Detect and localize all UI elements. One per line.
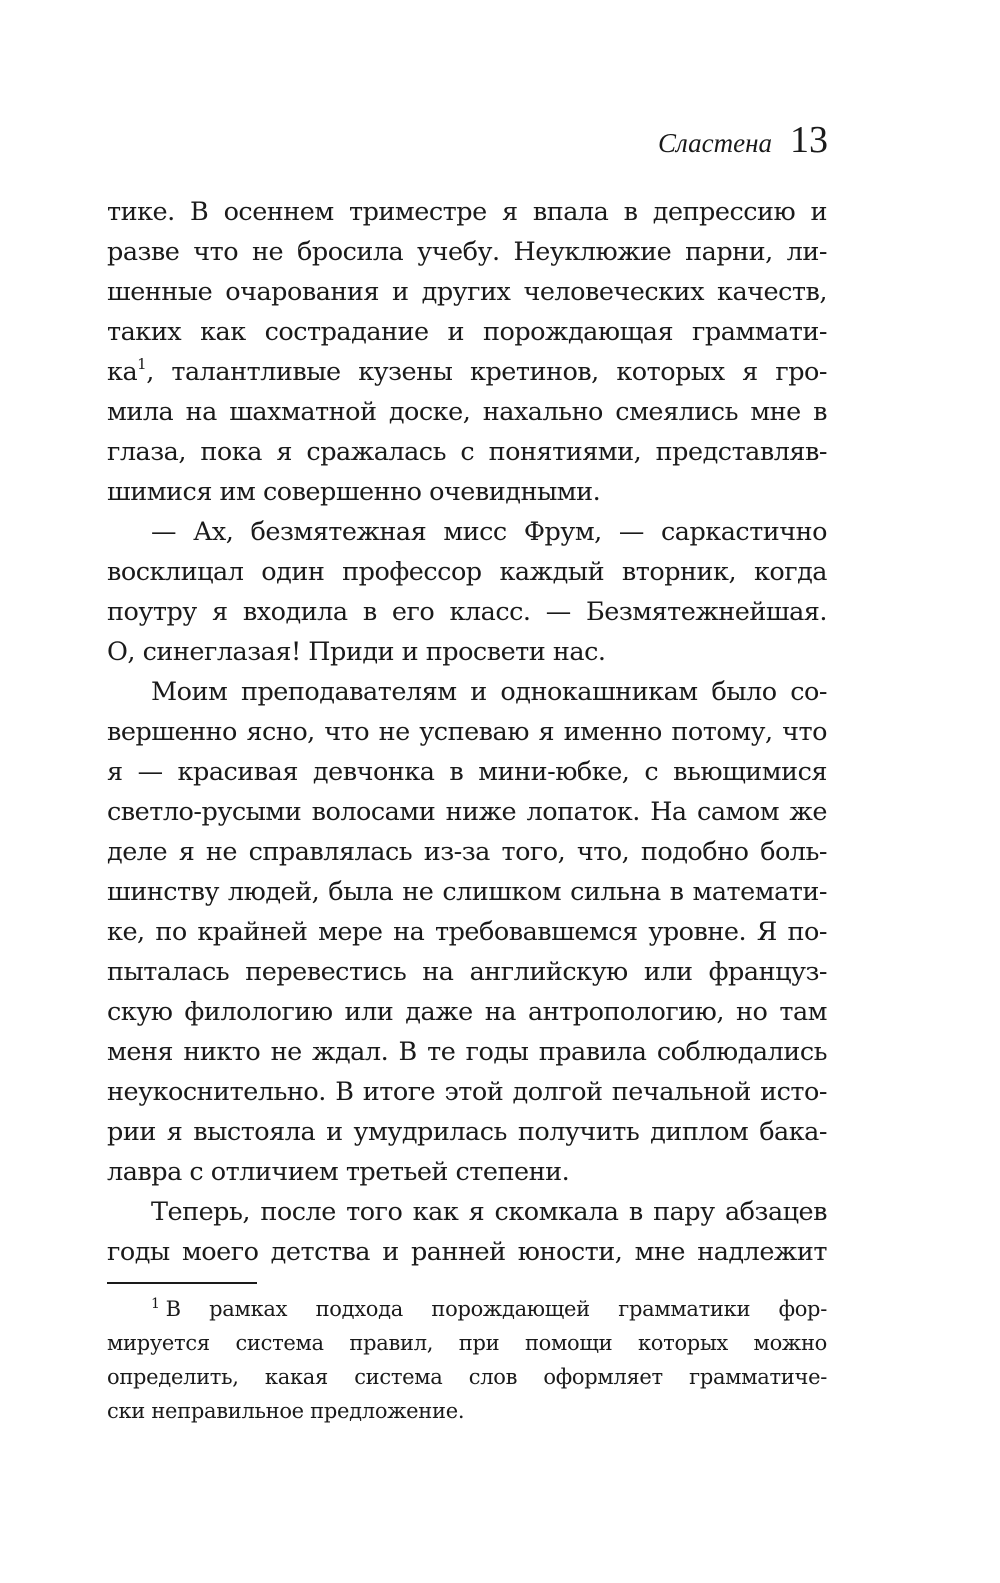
text-fragment: , талантливые кузены кретинов, которых я гро- [146, 357, 827, 387]
text-line [107, 352, 827, 392]
text-line: О, синеглазая! Приди и просвети нас. [107, 637, 606, 667]
text-line: годы моего детства и ранней юности, мне надлежит [107, 1237, 827, 1267]
footnote-marker: 1 [151, 1296, 160, 1312]
footnote-line: определить, какая система слов оформляет грамматиче- [107, 1365, 827, 1389]
text-line: восклицал один профессор каждый вторник, когда [107, 557, 827, 587]
text-line: Теперь, после того как я скомкала в пару абзацев [151, 1197, 827, 1227]
footnote-line [107, 1292, 827, 1326]
text-line: меня никто не ждал. В те годы правила соблюдались [107, 1037, 827, 1067]
text-line: поутру я входила в его класс. — Безмятежнейшая. [107, 597, 827, 627]
running-head [658, 118, 828, 162]
text-fragment: ка [107, 357, 138, 387]
text-line: лавра с отличием третьей степени. [107, 1157, 570, 1187]
text-line: разве что не бросила учебу. Неуклюжие парни, ли- [107, 237, 827, 267]
text-line: вершенно ясно, что не успеваю я именно потому, что [107, 717, 827, 747]
footnote-text: В рамках подхода порождающей грамматики фор- [165, 1297, 827, 1321]
text-line: пыталась перевестись на английскую или француз- [107, 957, 827, 987]
text-line: деле я не справлялась из-за того, что, подобно боль- [107, 837, 827, 867]
text-line: Моим преподавателям и однокашникам было со- [151, 677, 827, 707]
footnote-line: мируется система правил, при помощи которых можно [107, 1331, 827, 1355]
body-text [107, 192, 827, 1272]
text-line: скую филологию или даже на антропологию, но там [107, 997, 827, 1027]
text-line: тике. В осеннем триместре я впала в депрессию и [107, 197, 827, 227]
text-line: неукоснительно. В итоге этой долгой печальной исто- [107, 1077, 827, 1107]
running-title: Сластена [658, 128, 772, 158]
text-line: шенные очарования и других человеческих качеств, [107, 277, 827, 307]
text-line: — Ах, безмятежная мисс Фрум, — саркастично [151, 517, 827, 547]
text-line: я — красивая девчонка в мини-юбке, с вьющимися [107, 757, 827, 787]
footnote-reference[interactable]: 1 [137, 355, 147, 373]
footnote-divider [107, 1282, 257, 1284]
text-line: ке, по крайней мере на требовавшемся уровне. Я по- [107, 917, 827, 947]
text-line: таких как сострадание и порождающая граммати- [107, 317, 827, 347]
footnote-line: ски неправильное предложение. [107, 1399, 465, 1423]
text-line: мила на шахматной доске, нахально смеялись мне в [107, 397, 827, 427]
text-line: шимися им совершенно очевидными. [107, 477, 601, 507]
text-line: шинству людей, была не слишком сильна в математи- [107, 877, 827, 907]
text-line: рии я выстояла и умудрилась получить диплом бака- [107, 1117, 827, 1147]
text-line: глаза, пока я сражалась с понятиями, представляв- [107, 437, 827, 467]
footnotes [107, 1292, 827, 1428]
text-line: светло-русыми волосами ниже лопаток. На самом же [107, 797, 827, 827]
page-number: 13 [790, 119, 828, 161]
